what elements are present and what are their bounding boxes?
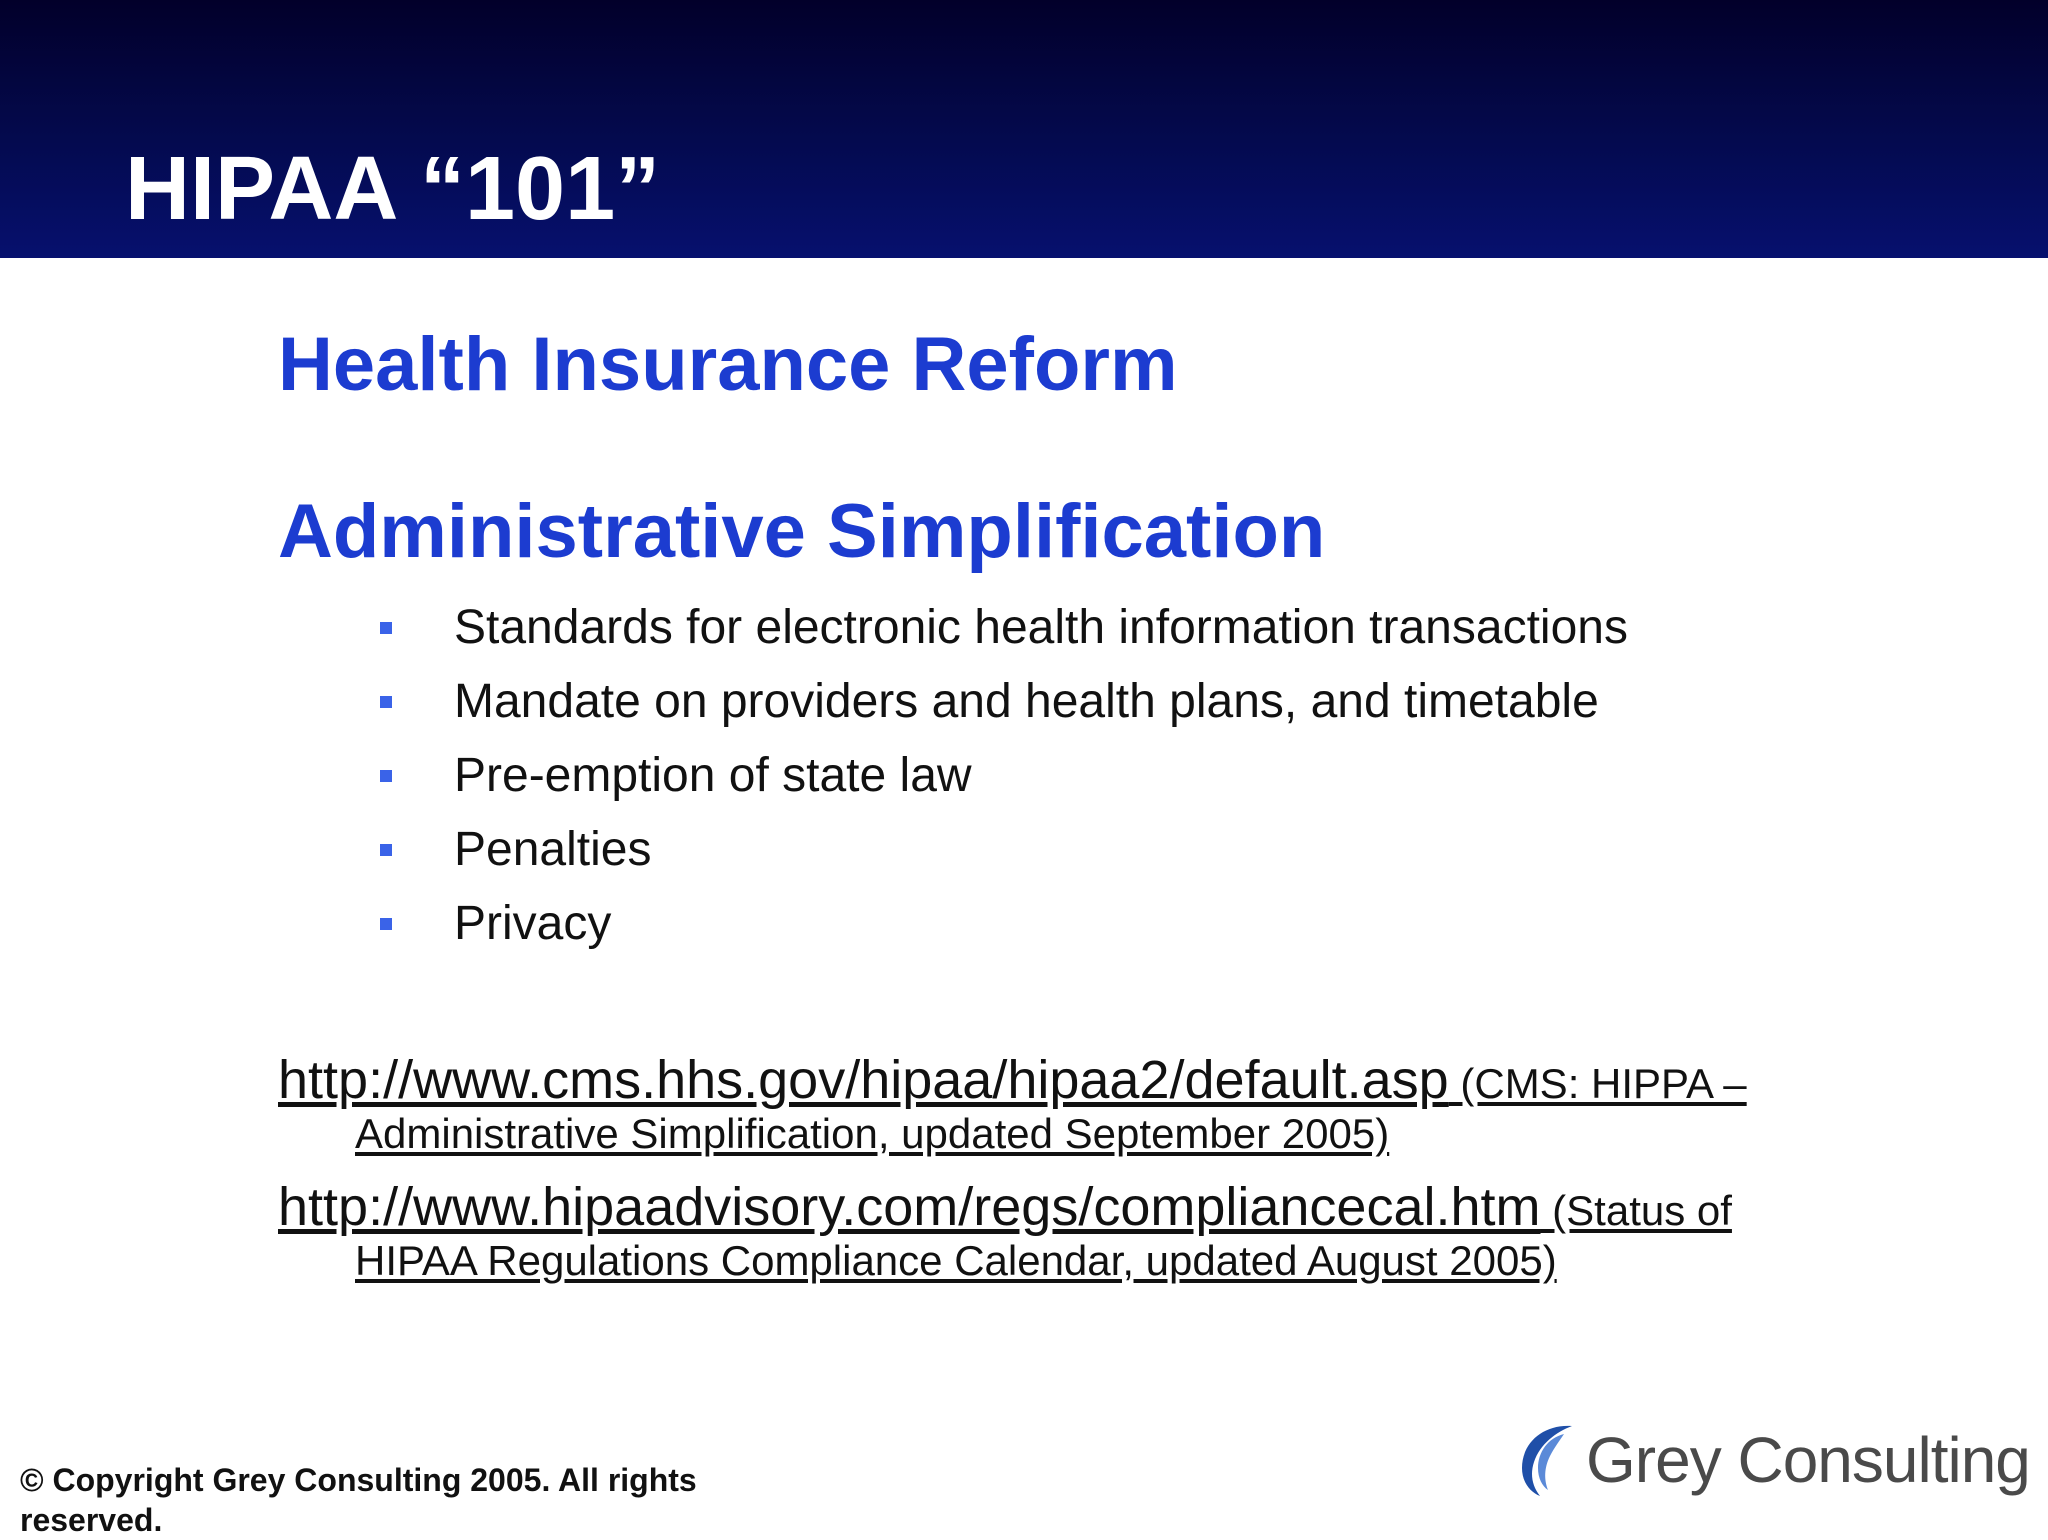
swoosh-logo-icon xyxy=(1514,1420,1584,1500)
cms-hipaa-link[interactable]: http://www.cms.hhs.gov/hipaa/hipaa2/default.asp xyxy=(278,1050,1449,1110)
title-bar xyxy=(0,0,2048,258)
heading-administrative-simplification: Administrative Simplification xyxy=(278,489,1326,574)
bullet-square-icon xyxy=(380,696,392,708)
list-item xyxy=(380,887,1628,961)
bullet-text: Standards for electronic health information transactions xyxy=(454,601,1628,654)
bullet-list xyxy=(380,591,1628,961)
hipaadvisory-link-description-continued: HIPAA Regulations Compliance Calendar, updated August 2005) xyxy=(355,1237,1557,1284)
list-item xyxy=(380,739,1628,813)
grey-consulting-logo xyxy=(1514,1410,2030,1510)
copyright-notice: © Copyright Grey Consulting 2005. All rights reserved. xyxy=(20,1462,697,1538)
bullet-text: Pre-emption of state law xyxy=(454,749,972,802)
bullet-square-icon xyxy=(380,770,392,782)
bullet-text: Privacy xyxy=(454,897,612,950)
list-item xyxy=(380,591,1628,665)
reference-hipaadvisory xyxy=(278,1173,1898,1291)
bullet-text: Mandate on providers and health plans, and timetable xyxy=(454,675,1599,728)
cms-link-description: (CMS: HIPPA – xyxy=(1448,1060,1747,1107)
hipaadvisory-link[interactable]: http://www.hipaadvisory.com/regs/compliancecal.htm xyxy=(278,1177,1541,1237)
heading-health-insurance-reform: Health Insurance Reform xyxy=(278,322,1178,407)
bullet-square-icon xyxy=(380,844,392,856)
list-item xyxy=(380,813,1628,887)
bullet-text: Penalties xyxy=(454,823,652,876)
list-item xyxy=(380,665,1628,739)
reference-cms xyxy=(278,1046,1898,1164)
slide-title: HIPAA “101” xyxy=(125,139,661,239)
cms-link-description-continued: Administrative Simplification, updated September 2005) xyxy=(355,1110,1390,1157)
bullet-square-icon xyxy=(380,622,392,634)
hipaadvisory-link-description: (Status of xyxy=(1540,1187,1732,1234)
bullet-square-icon xyxy=(380,918,392,930)
logo-wordmark: Grey Consulting xyxy=(1586,1424,2030,1496)
